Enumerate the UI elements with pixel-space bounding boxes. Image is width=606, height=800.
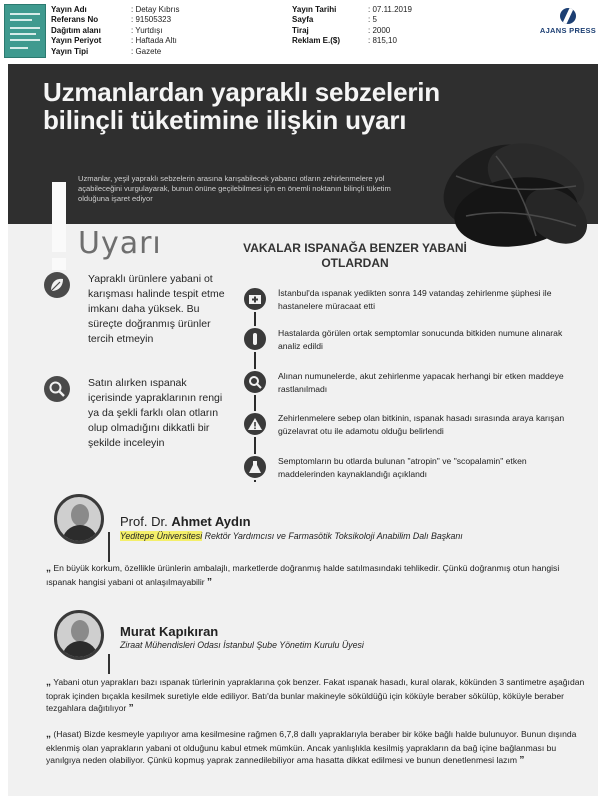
quote-open-mark: „ xyxy=(46,563,51,574)
meta-value: : 2000 xyxy=(368,25,391,35)
case-text: Alınan numunelerde, akut zehirlenme yapacak herhangi bir etken maddeye rastlanılmadı xyxy=(278,371,564,394)
meta-value: : Detay Kıbrıs xyxy=(131,5,180,14)
university-highlight: Yeditepe Üniversitesi xyxy=(120,531,203,541)
meta-key: Tiraj xyxy=(292,25,309,35)
newspaper-thumbnail[interactable] xyxy=(4,4,46,58)
meta-value: : 91505323 xyxy=(131,15,172,25)
metadata-right-column xyxy=(292,5,412,47)
meta-row-distribution xyxy=(51,26,179,36)
expert-quote xyxy=(46,562,588,589)
meta-key: Yayın Periyot xyxy=(51,36,102,46)
meta-value: : Yurtdışı xyxy=(131,25,163,35)
meta-row-type xyxy=(51,47,179,57)
connector-line xyxy=(108,654,110,674)
ajans-press-logo-icon xyxy=(560,8,576,24)
expert-role: Ziraat Mühendisleri Odası İstanbul Şube Yönetim Kurulu Üyesi xyxy=(120,640,364,650)
meta-key: Yayın Tipi xyxy=(51,46,89,56)
search-icon xyxy=(242,369,268,395)
meta-key: Dağıtım alanı xyxy=(51,25,101,35)
expert-surname: Murat Kapıkıran xyxy=(120,624,219,639)
case-text: Hastalarda görülen ortak semptomlar sonucunda bitkiden numune alınarak analiz edildi xyxy=(278,328,563,351)
expert-surname: Ahmet Aydın xyxy=(171,514,251,529)
quote-text: (Hasat) Bizde kesmeyle yapılıyor ama kesilmesine rağmen 6,7,8 dallı yapraklarıyla beraber bir köke bağlı halde bulunuyor. Bunun dışında eklenmiş olan yaprakların yabani ot olduğunu kabul etmek mümkün. Ancak yanlışlıkla kesilmiş yaprakların da bağ içine bağlanması bu yanılgıya neden olabiliyor. Çünkü kopmuş yaprak zannedilebiliyor ama hasatta dikkat edilmesi ve bunun denetlenmesi lazım xyxy=(46,729,577,766)
logo-text: AJANS PRESS xyxy=(539,26,597,35)
expert-quote xyxy=(46,728,588,768)
quote-text: En büyük korkum, özellikle ürünlerin ambalajlı, marketlerde doğranmış halde satılmasındaki tehlikedir. Çünkü doğranmış otun hangisi ıspanak hangisi yabani ot anlaşılmayabilir xyxy=(46,563,560,587)
meta-key: Sayfa xyxy=(292,15,314,25)
connector-line xyxy=(108,532,110,562)
exclamation-bar xyxy=(52,182,66,252)
meta-value: : 5 xyxy=(368,15,377,25)
meta-row-circulation xyxy=(292,26,412,36)
warning-icon xyxy=(242,411,268,437)
case-text: Semptomların bu otlarda bulunan "atropin" ve "scopalamin" etken maddelerinden kaynaklandığı açıklandı xyxy=(278,456,527,479)
expert-name xyxy=(120,514,251,529)
meta-row-publication-name xyxy=(51,5,179,15)
leaf-icon xyxy=(44,272,70,298)
case-text: Zehirlenmelere sebep olan bitkinin, ıspanak hasadı sırasında araya karışan güzelavrat otu ile adamotu olduğu belirlendi xyxy=(278,413,565,436)
meta-key: Yayın Adı xyxy=(51,5,87,14)
tip-text: Satın alırken ıspanak içerisinde yapraklarının rengi ya da şekli farklı olan otların olup olmadığını dikkatli bir şekilde inceleyin xyxy=(88,377,223,449)
exclamation-dot xyxy=(52,258,66,270)
expert-quote xyxy=(46,676,588,716)
quote-text: Yabani otun yaprakları bazı ıspanak türlerinin yapraklarına çok benzer. Fakat ıspanak hasadı, kural olarak, kökünden 3 santimetre aşağıdan toprak içinden bıçakla kesilmek suretiyle elde ediliyor. Batı'da bunlar makineyle söküldüğü için köküyle beraber sökülüp, köküyle beraber tezgahlara dağıtılıyor xyxy=(46,677,585,714)
article-title: Uzmanlardan yapraklı sebzelerin bilinçli tüketimine ilişkin uyarı xyxy=(43,77,440,135)
meta-key: Reklam E.($) xyxy=(292,36,341,46)
meta-key: Yayın Tarihi xyxy=(292,5,337,14)
magnifier-icon xyxy=(44,376,70,402)
meta-value: : 07.11.2019 xyxy=(368,5,412,14)
quote-close-mark: ” xyxy=(128,703,134,715)
meta-value: : Haftada Altı xyxy=(131,36,177,46)
test-tube-icon xyxy=(242,326,268,352)
quote-close-mark: ” xyxy=(519,755,525,767)
meta-value: : Gazete xyxy=(131,46,162,56)
expert-name xyxy=(120,624,218,639)
clipping-metadata-header xyxy=(0,0,606,62)
article-clipping xyxy=(8,64,598,796)
avatar xyxy=(54,494,104,544)
article-subtitle: Uzmanlar, yeşil yapraklı sebzelerin arasına karışabilecek yabancı otların zehirlenmelere yol açabileceğini vurgulayarak, bunun önüne geçilebilmesi için en önemli noktanın bilinçli tüketim olduğuna işaret ediyor xyxy=(78,174,391,203)
ajans-press-logo xyxy=(532,8,604,35)
hospital-icon xyxy=(242,286,268,312)
expert-role xyxy=(120,531,560,541)
quote-close-mark: ” xyxy=(207,576,212,588)
quote-open-mark: „ xyxy=(46,677,51,688)
case-text: İstanbul'da ıspanak yedikten sonra 149 vatandaş zehirlenme şüphesi ile hastanelere müracaat etti xyxy=(278,288,552,311)
meta-row-period xyxy=(51,36,179,46)
meta-row-date xyxy=(292,5,412,15)
expert-title: Prof. Dr. xyxy=(120,514,168,529)
flask-icon xyxy=(242,454,268,480)
meta-key: Referans No xyxy=(51,15,99,25)
meta-value: : 815,10 xyxy=(368,36,397,46)
quote-open-mark: „ xyxy=(46,729,51,740)
meta-row-page xyxy=(292,15,412,25)
expert-role-text: Rektör Yardımcısı ve Farmasötik Toksikoloji Anabilim Dalı Başkanı xyxy=(204,531,463,541)
meta-row-ad-value xyxy=(292,36,412,46)
meta-row-reference-no xyxy=(51,15,179,25)
uyari-heading: Uyarı xyxy=(78,226,162,261)
avatar xyxy=(54,610,104,660)
cases-heading: VAKALAR ISPANAĞA BENZER YABANİ OTLARDAN xyxy=(243,241,467,270)
metadata-left-column xyxy=(51,5,179,57)
tip-text: Yapraklı ürünlere yabani ot karışması halinde tespit etme imkanı daha yüksek. Bu süreçte doğranmış ürünler tercih etmeyin xyxy=(88,273,225,345)
